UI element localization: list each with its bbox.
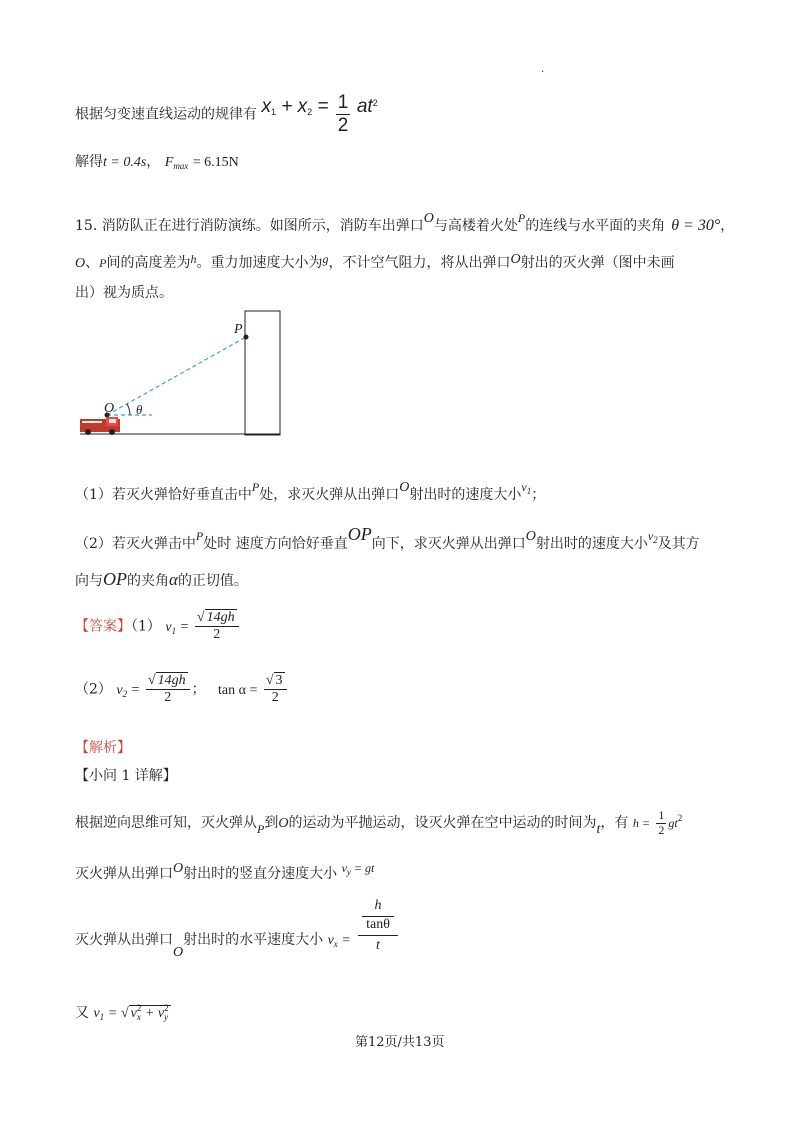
- detail-line-1: [75, 808, 682, 840]
- line-OP: [107, 337, 246, 415]
- fmax: $F_{max}$: [164, 155, 189, 171]
- gt2: $gt^2$: [668, 813, 683, 830]
- v2: $v_2$: [116, 682, 128, 699]
- vx-num-h: h: [374, 898, 382, 913]
- answer-2-fraction: $\frac{√ 14gh}{2}$: [146, 673, 190, 706]
- vy-eq: $v_y$ = gt: [341, 861, 375, 877]
- equation-line-1: [75, 92, 378, 137]
- t: 射出的灭火弹（图中未画: [520, 255, 675, 271]
- t: 向与: [75, 573, 103, 589]
- var-h: h: [190, 252, 197, 266]
- var-O: O: [75, 256, 86, 271]
- detail-line-4: [75, 998, 171, 1027]
- sep: ，: [146, 154, 161, 170]
- text: 根据匀变速直线运动的规律有: [75, 106, 257, 123]
- t: 处时 速度方向恰好垂直: [203, 536, 348, 552]
- t: 、: [85, 255, 100, 271]
- sub-question-1: [75, 477, 545, 505]
- var-O: O: [173, 945, 184, 960]
- q15-line-2: [75, 249, 675, 274]
- var-O: O: [423, 211, 434, 226]
- label-P: P: [234, 322, 243, 337]
- eq-at: $at^2$: [356, 96, 378, 118]
- fire-truck-icon: [80, 417, 120, 435]
- solution-line: [75, 152, 239, 176]
- t: 处，求灭火弹从出弹口: [259, 487, 400, 503]
- t: 。重力加速度大小为: [196, 255, 323, 271]
- h-eq: h =: [632, 816, 650, 830]
- var-O: O: [173, 861, 184, 876]
- t: 射出时的竖直分速度大小: [183, 866, 338, 882]
- var-P: P: [99, 256, 107, 270]
- t: ；: [191, 681, 206, 698]
- answer-label: 【答案】: [75, 618, 131, 635]
- t: ，有: [600, 815, 629, 831]
- prefix: 解得: [75, 154, 103, 170]
- t: 到: [264, 815, 279, 831]
- var-P: P: [195, 529, 204, 543]
- t: ，: [720, 218, 735, 234]
- t: 与高楼着火处: [433, 218, 518, 234]
- var-O: O: [510, 252, 521, 267]
- vx: $v_x$ =: [327, 933, 351, 949]
- t: （2）若灭火弹击中: [75, 536, 196, 552]
- t: 间的高度差为: [106, 255, 191, 271]
- angle-arc: [127, 404, 130, 415]
- page-number: 第12页/共13页: [355, 1035, 445, 1050]
- t: 又: [75, 1005, 89, 1021]
- var-OP: OP: [103, 569, 127, 589]
- v2: $v_2$: [647, 529, 658, 545]
- t: 的连线与水平面的夹角: [525, 218, 666, 234]
- t-value: t = 0.4s: [103, 155, 147, 170]
- answer-1-fraction: $\frac{√ 14gh}{2}$: [195, 610, 239, 643]
- vx-fraction: [358, 898, 398, 954]
- var-P: P: [251, 480, 260, 494]
- sub1-detail-label: 【小问 1 详解】: [75, 768, 177, 784]
- eq: =: [131, 682, 140, 698]
- t: 根据逆向思维可知，灭火弹从: [75, 815, 257, 831]
- header-dot: .: [541, 64, 545, 75]
- t: 15. 消防队正在进行消防演练。如图所示，消防车出弹口: [75, 218, 424, 234]
- building: [245, 311, 280, 435]
- q15-line-3: 出）视为质点。: [75, 285, 173, 301]
- eq: =: [108, 1006, 117, 1021]
- point-P: [244, 335, 249, 340]
- main-bar: [358, 935, 398, 936]
- v1: $v_1$: [521, 480, 532, 496]
- label-theta: θ: [136, 402, 143, 417]
- t: 灭火弹从出弹口: [75, 866, 173, 882]
- var-OP: OP: [347, 524, 372, 544]
- t: 射出时的速度大小: [409, 487, 522, 503]
- answer-line-2: [75, 673, 289, 706]
- t: 射出时的水平速度大小: [183, 932, 324, 948]
- sub-question-2-line-2: [75, 569, 248, 591]
- theta-eq: θ = 30°: [671, 217, 721, 234]
- v1: $v_1$: [93, 1006, 105, 1022]
- t: 的夹角: [127, 573, 169, 589]
- var-P: P: [257, 822, 265, 836]
- eq-x1: $x_1 + x_2$ =: [261, 96, 334, 118]
- var-alpha: α: [169, 570, 178, 589]
- v1: $v_1$: [165, 619, 177, 636]
- t: （1）: [131, 618, 161, 635]
- fire-truck-figure: [70, 305, 290, 440]
- detail-line-3: [75, 930, 351, 963]
- tan-eq: tan α =: [218, 682, 258, 698]
- vx-tan: tanθ: [366, 917, 390, 932]
- t: 灭火弹从出弹口: [75, 932, 173, 948]
- sub-question-2-line-1: [75, 524, 700, 554]
- var-O: O: [399, 480, 410, 495]
- half-fraction: $\frac{1}{2}$: [337, 92, 349, 136]
- q15-line-1: [75, 208, 734, 236]
- t: 的运动为平抛运动，设灭火弹在空中运动的时间为: [288, 815, 597, 831]
- analysis-label: 【解析】: [75, 740, 131, 756]
- t: 向下，求灭火弹从出弹口: [371, 536, 526, 552]
- t: 及其方: [657, 536, 700, 552]
- var-O: O: [525, 529, 536, 544]
- t: （2）: [75, 681, 112, 698]
- t: ；: [531, 487, 546, 503]
- label-O: O: [104, 401, 115, 416]
- t: 的正切值。: [177, 573, 248, 589]
- var-g: g: [322, 252, 329, 266]
- var-O: O: [278, 816, 289, 831]
- tan-fraction: $\frac{√ 3}{2}$: [264, 673, 287, 706]
- var-t: t: [596, 822, 601, 837]
- eq: =: [180, 619, 189, 635]
- t: ，不计空气阻力，将从出弹口: [328, 255, 511, 271]
- fmax-value: = 6.15N: [192, 155, 239, 170]
- half-fraction: $\frac{1}{2}$: [658, 807, 665, 837]
- answer-line-1: [75, 610, 241, 643]
- t: （1）若灭火弹恰好垂直击中: [75, 487, 252, 503]
- vx-den-t: t: [376, 938, 380, 953]
- sqrt-expression: √ $v_x^2 + v_y^2$: [120, 1003, 169, 1022]
- detail-line-2: [75, 858, 374, 884]
- t: 射出时的速度大小: [535, 536, 648, 552]
- var-P: P: [517, 211, 526, 225]
